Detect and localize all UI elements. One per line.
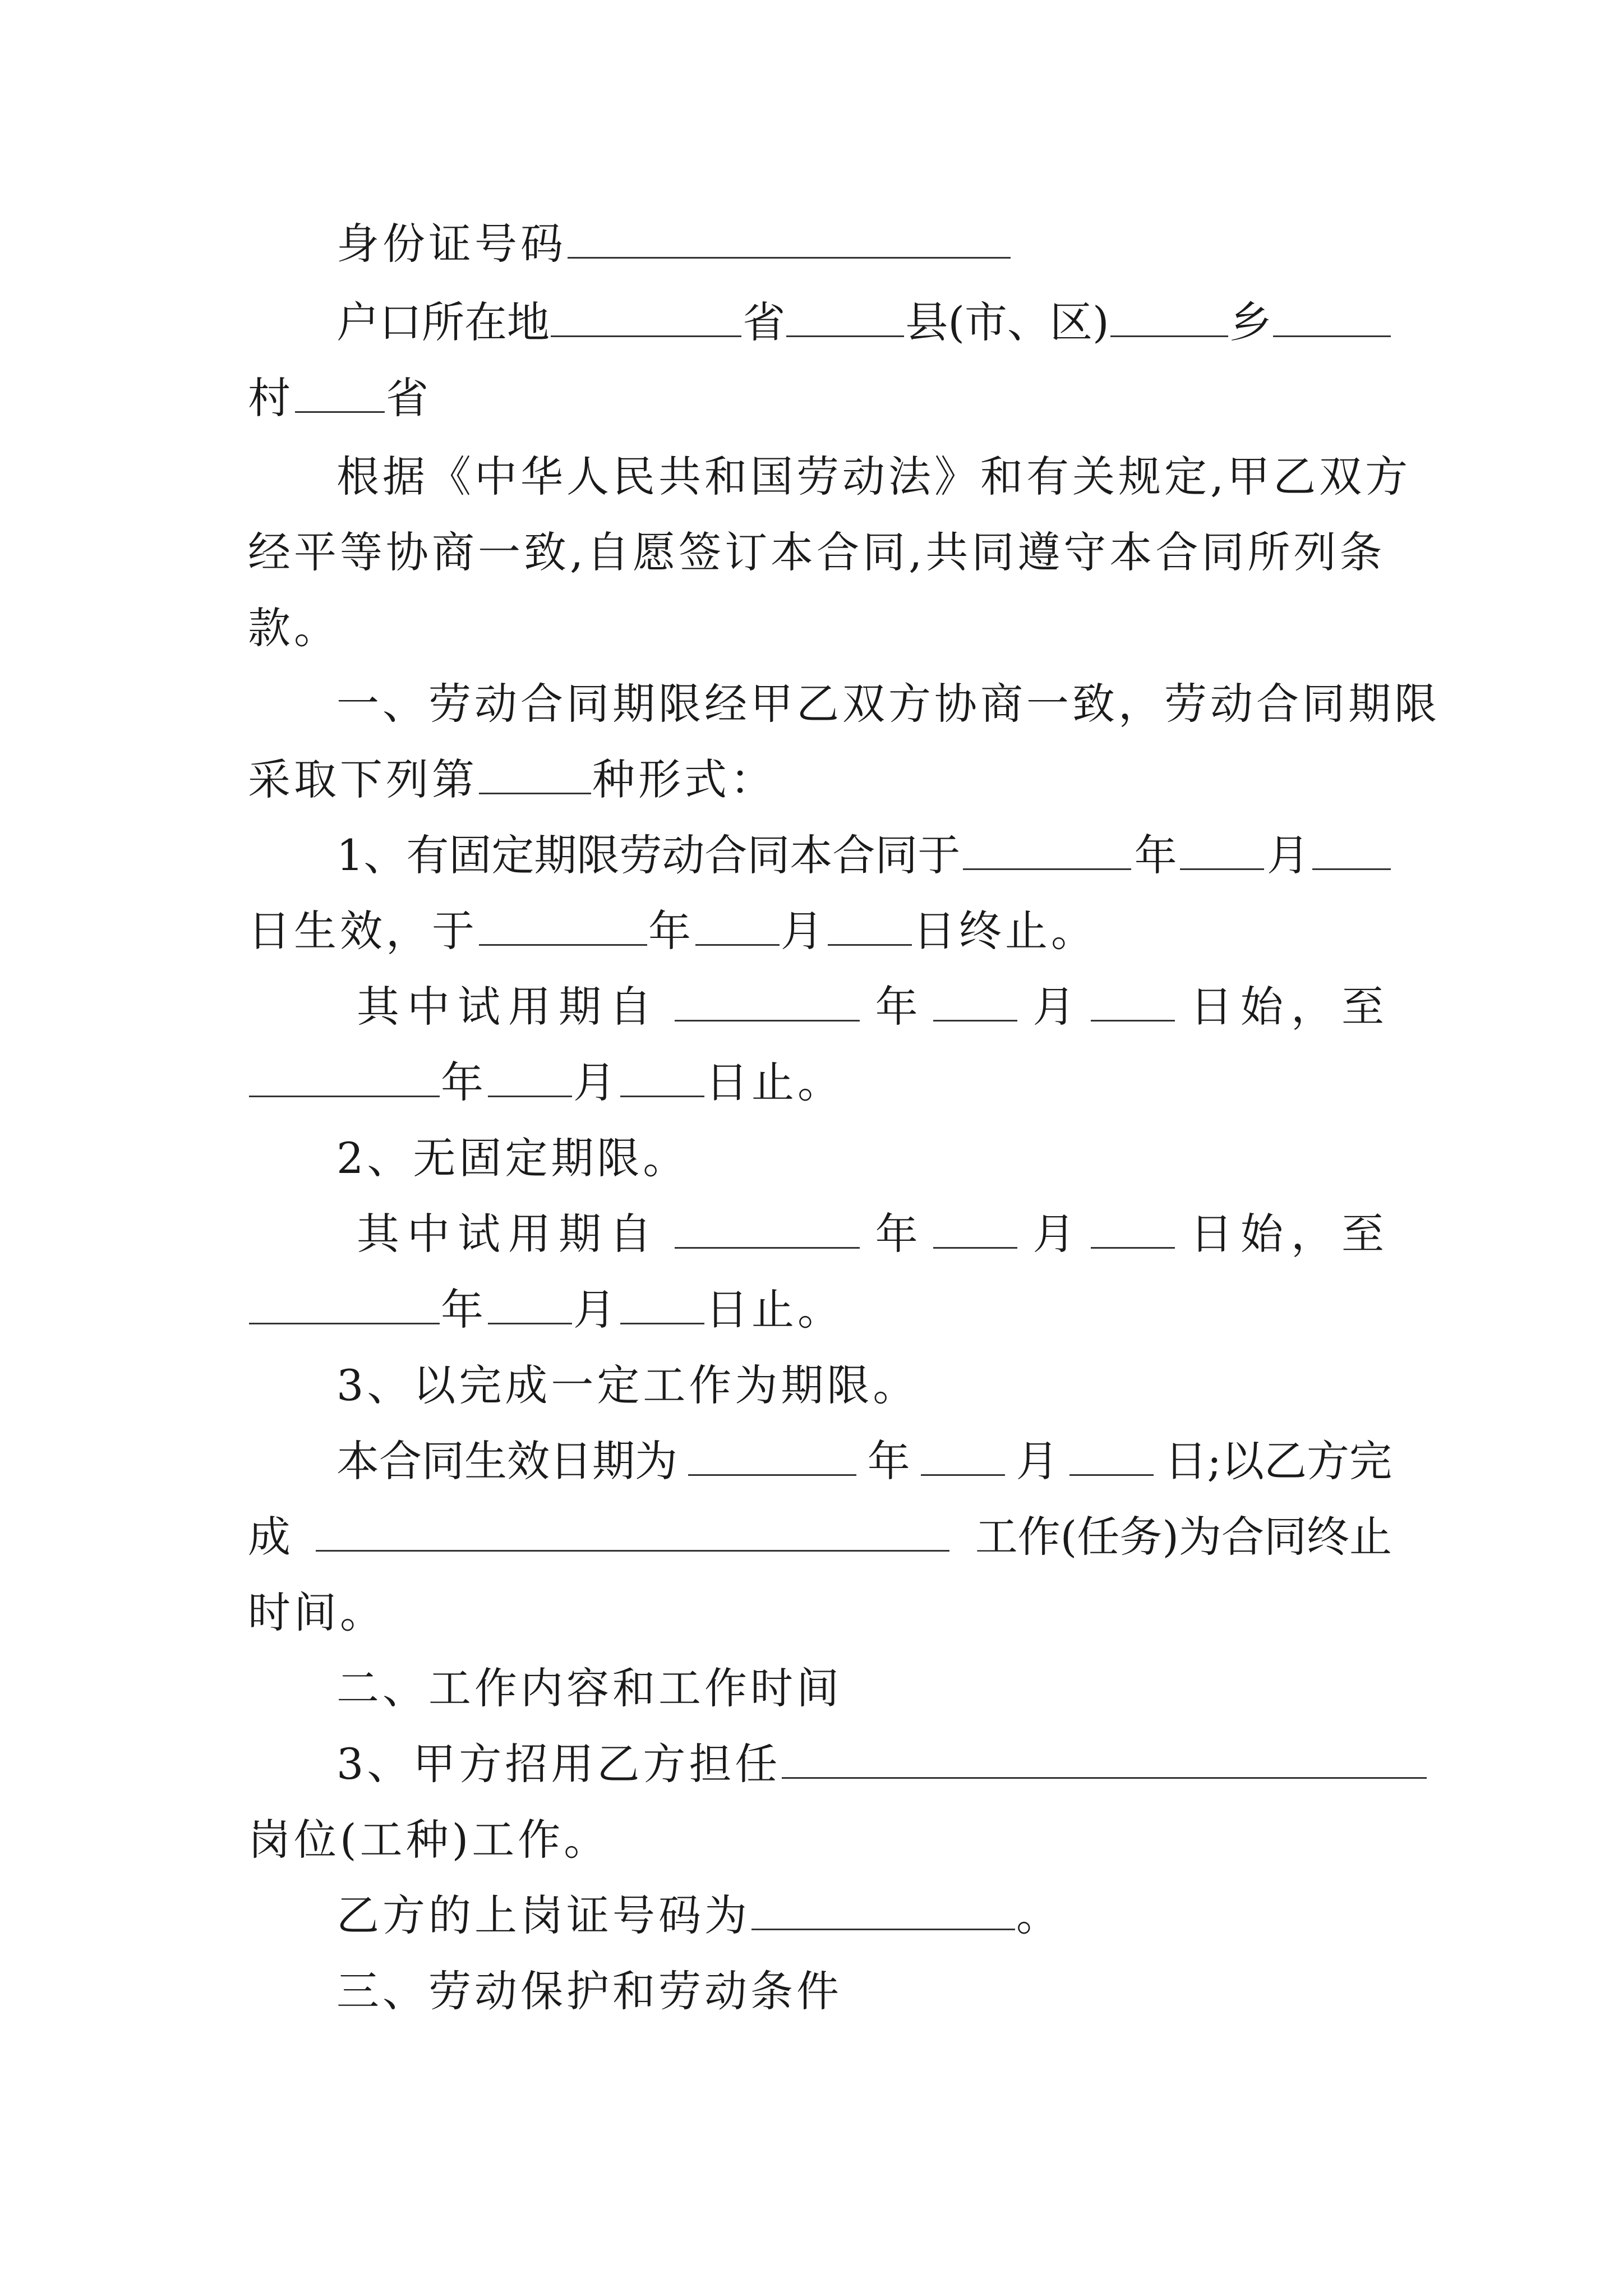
village-province-blank[interactable] (295, 372, 385, 413)
household-label: 户口所在地 (336, 297, 550, 347)
probation-end-year-blank-2[interactable] (249, 1283, 440, 1324)
task-term-line (336, 1358, 1392, 1414)
county-label: 县(市、区) (905, 297, 1109, 347)
probation-end-day-label-2: 日止。 (706, 1285, 843, 1335)
id-number-label: 身份证号码 (336, 219, 566, 269)
probation-end-day-blank-2[interactable] (620, 1283, 704, 1324)
fixed-term-label: 1、有固定期限劳动合同本合同于 (336, 830, 961, 880)
completion-time-text: 时间。 (248, 1588, 386, 1637)
form-suffix: 种形式： (592, 754, 776, 804)
section-1-heading (336, 676, 1440, 732)
probation-end-line-2 (248, 1282, 1392, 1338)
indefinite-term-text: 2、无固定期限。 (336, 1133, 689, 1183)
start-year-label: 年 (1134, 830, 1177, 880)
probation-end-year-label-2: 年 (441, 1285, 487, 1335)
probation-end-day-blank-1[interactable] (620, 1056, 704, 1097)
section-2-heading-text: 二、工作内容和工作时间 (336, 1663, 842, 1713)
task-completion-line (248, 1509, 1392, 1565)
contract-form-line (248, 752, 1392, 808)
village-province-label: 省 (386, 373, 432, 423)
end-year-blank[interactable] (479, 905, 647, 946)
effective-label: 日生效，于 (248, 906, 478, 956)
completion-suffix: 工作(任务)为合同终止 (975, 1512, 1392, 1562)
probation-start-year-blank-2[interactable] (675, 1208, 860, 1249)
village-label: 村 (248, 373, 294, 423)
probation-end-year-label-1: 年 (441, 1057, 487, 1107)
section-1-heading-text: 一、劳动合同期限经甲乙双方协商一致，劳动合同期限 (336, 679, 1440, 729)
form-label: 采取下列第 (248, 754, 478, 804)
probation-end-day-label-1: 日止。 (706, 1057, 843, 1107)
probation-start-day-label-2: 日始，至 (1189, 1209, 1392, 1259)
preamble-text-2: 经平等协商一致,自愿签订本合同,共同遵守本合同所列条 (248, 527, 1386, 577)
form-type-blank[interactable] (479, 753, 591, 794)
probation-end-month-blank-2[interactable] (488, 1283, 572, 1324)
preamble-line-1 (336, 449, 1412, 505)
end-month-blank[interactable] (695, 905, 780, 946)
probation-start-month-blank-2[interactable] (933, 1208, 1017, 1249)
probation-line-2 (357, 1206, 1392, 1262)
end-year-label: 年 (648, 906, 694, 956)
position-type-text: 岗位(工种)工作。 (248, 1815, 610, 1865)
probation-end-line-1 (248, 1055, 1392, 1111)
probation-start-month-label-1: 月 (1032, 982, 1076, 1032)
position-label: 3、甲方招用乙方担任 (336, 1739, 781, 1789)
certificate-blank[interactable] (751, 1889, 1015, 1930)
probation-start-day-blank-2[interactable] (1091, 1208, 1175, 1249)
position-line (336, 1736, 1392, 1792)
effective-year-blank[interactable] (688, 1435, 856, 1476)
start-month-blank[interactable] (1180, 829, 1264, 870)
probation-line-1 (357, 979, 1392, 1035)
end-day-label: 日终止。 (913, 906, 1097, 956)
task-term-text: 3、以完成一定工作为期限。 (336, 1360, 919, 1410)
effective-date-line (336, 1433, 1392, 1489)
preamble-text-1: 根据《中华人民共和国劳动法》和有关规定,甲乙双方 (336, 452, 1412, 501)
township-label: 乡 (1229, 297, 1272, 347)
preamble-line-3 (248, 600, 1392, 656)
probation-end-month-label-1: 月 (573, 1057, 619, 1107)
probation-start-month-blank-1[interactable] (933, 981, 1017, 1022)
province-label: 省 (743, 297, 786, 347)
county-blank[interactable] (786, 296, 904, 337)
preamble-text-3: 款。 (248, 603, 340, 653)
completion-label: 成 (248, 1512, 291, 1562)
start-month-label: 月 (1266, 830, 1310, 880)
task-completion-line-cont (248, 1585, 1392, 1641)
end-month-label: 月 (781, 906, 827, 956)
household-address-line-cont (248, 370, 1392, 426)
section-3-heading-text: 三、劳动保护和劳动条件 (336, 1966, 842, 2016)
effective-day-label: 日;以乙方完 (1164, 1436, 1392, 1486)
effective-day-blank[interactable] (1069, 1435, 1154, 1476)
certificate-line (336, 1888, 1392, 1944)
section-3-heading (336, 1963, 1392, 2019)
indefinite-term-line (336, 1130, 1392, 1186)
certificate-label: 乙方的上岗证号码为 (336, 1890, 750, 1940)
certificate-suffix: 。 (1016, 1890, 1062, 1940)
start-year-blank[interactable] (963, 829, 1131, 870)
fixed-term-end-line (248, 903, 1392, 959)
id-number-blank[interactable] (568, 218, 1011, 259)
preamble-line-2 (248, 524, 1392, 581)
section-2-heading (336, 1660, 1392, 1717)
position-line-cont (248, 1812, 1392, 1868)
probation-label-1: 其中试用期自 (357, 982, 660, 1032)
effective-year-label: 年 (867, 1436, 910, 1486)
probation-end-month-blank-1[interactable] (488, 1056, 572, 1097)
household-address-line (336, 295, 1392, 351)
fixed-term-line (336, 827, 1392, 884)
id-number-line (336, 216, 1392, 272)
probation-label-2: 其中试用期自 (357, 1209, 660, 1259)
position-blank[interactable] (782, 1738, 1427, 1779)
start-day-blank[interactable] (1312, 829, 1391, 870)
effective-month-blank[interactable] (921, 1435, 1005, 1476)
probation-end-year-blank-1[interactable] (249, 1056, 440, 1097)
probation-start-year-label-1: 年 (875, 982, 918, 1032)
task-description-blank[interactable] (316, 1511, 949, 1552)
probation-start-day-label-1: 日始，至 (1189, 982, 1392, 1032)
probation-start-year-label-2: 年 (875, 1209, 918, 1259)
effective-date-label: 本合同生效日期为 (336, 1436, 677, 1486)
village-blank[interactable] (1273, 296, 1391, 337)
probation-start-day-blank-1[interactable] (1091, 981, 1175, 1022)
probation-start-month-label-2: 月 (1032, 1209, 1076, 1259)
end-day-blank[interactable] (828, 905, 912, 946)
probation-end-month-label-2: 月 (573, 1285, 619, 1335)
probation-start-year-blank-1[interactable] (675, 981, 860, 1022)
township-blank[interactable] (1110, 296, 1228, 337)
effective-month-label: 月 (1016, 1436, 1059, 1486)
province-blank[interactable] (551, 296, 741, 337)
